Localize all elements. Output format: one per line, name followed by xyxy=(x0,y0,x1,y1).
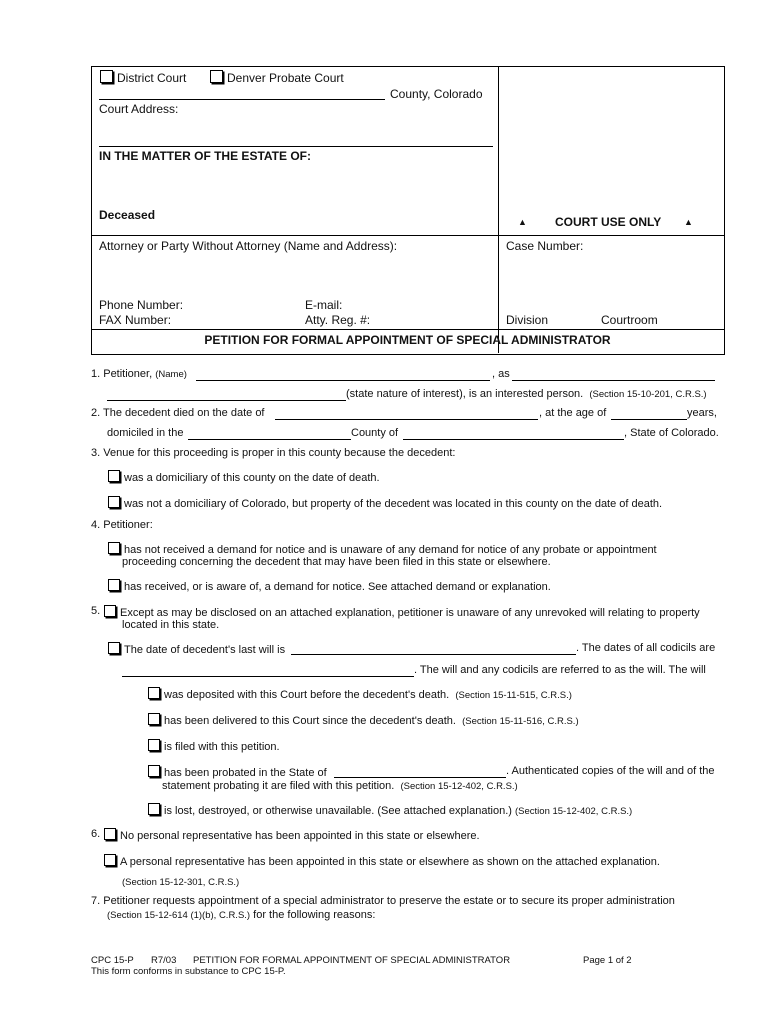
venue-option-property[interactable]: was not a domiciliary of Colorado, but property of the decedent was located in this county on the date of death. xyxy=(108,496,662,510)
county-of-line[interactable] xyxy=(403,439,624,440)
domiciled-line[interactable] xyxy=(188,439,351,440)
court-use-only-triangle-right xyxy=(684,212,693,230)
notice-option-not-received-line2: proceeding concerning the decedent that may have been filed in this state or elsewhere. xyxy=(122,556,551,568)
item-4-label: 4. Petitioner: xyxy=(91,519,153,531)
notice-received-checkbox[interactable] xyxy=(108,579,120,591)
item-1-line2: (state nature of interest), is an interested person. (Section 15-10-201, C.R.S.) xyxy=(346,388,707,400)
item-2-age-label: , at the age of xyxy=(539,407,607,419)
personal-rep-appointed-checkbox[interactable] xyxy=(104,854,116,866)
unaware-of-will-option[interactable]: Except as may be disclosed on an attached explanation, petitioner is unaware of any unrevoked will relating to property xyxy=(104,605,700,619)
probated-state-line[interactable] xyxy=(334,777,506,778)
notice-option-received[interactable]: has received, or is aware of, a demand for notice. See attached demand or explanation. xyxy=(108,579,551,593)
item-3-label: 3. Venue for this proceeding is proper in this county because the decedent: xyxy=(91,447,456,459)
item-1-as: , as xyxy=(492,368,510,380)
division-label: Division xyxy=(506,313,549,327)
caption-box xyxy=(91,66,725,355)
personal-rep-appointed-option[interactable]: A personal representative has been appointed in this state or elsewhere as shown on the attached explanation. xyxy=(104,854,660,868)
atty-reg-label: Atty. Reg. #: xyxy=(305,313,371,327)
item-6-number: 6. xyxy=(91,828,101,840)
will-deposited-checkbox[interactable] xyxy=(148,687,160,699)
item-2-years-label: years, xyxy=(687,407,717,419)
authenticated-copies-label: . Authenticated copies of the will and of the xyxy=(506,765,715,777)
footer-page-number: Page 1 of 2 xyxy=(583,955,632,966)
item-2-date-label: 2. The decedent died on the date of xyxy=(91,407,265,419)
unaware-of-will-checkbox[interactable] xyxy=(104,605,116,617)
will-delivered-checkbox[interactable] xyxy=(148,713,160,725)
last-will-checkbox[interactable] xyxy=(108,642,120,654)
district-court-checkbox[interactable] xyxy=(100,70,113,83)
denver-probate-court-option[interactable]: Denver Probate Court xyxy=(210,70,344,85)
form-title: PETITION FOR FORMAL APPOINTMENT OF SPECIAL ADMINISTRATOR xyxy=(204,333,611,347)
court-use-only-label: COURT USE ONLY xyxy=(555,215,662,229)
attorney-label: Attorney or Party Without Attorney (Name and Address): xyxy=(99,239,398,253)
will-deposited-option[interactable]: was deposited with this Court before the decedent's death. (Section 15-11-515, C.R.S.) xyxy=(148,687,572,701)
footer-title: PETITION FOR FORMAL APPOINTMENT OF SPECIAL ADMINISTRATOR xyxy=(193,955,511,966)
case-number-label: Case Number: xyxy=(506,239,584,253)
caption-divider-attorney xyxy=(91,235,724,236)
item-2-domiciled-label: domiciled in the xyxy=(107,427,184,439)
venue-option-domiciliary[interactable]: was a domiciliary of this county on the date of death. xyxy=(108,470,380,484)
venue-property-checkbox[interactable] xyxy=(108,496,120,508)
caption-divider-title xyxy=(91,329,724,330)
item-6-cite: (Section 15-12-301, C.R.S.) xyxy=(122,877,240,888)
court-address-line[interactable] xyxy=(99,146,493,147)
phone-number-label: Phone Number: xyxy=(99,298,184,312)
court-use-only-area xyxy=(518,212,527,230)
codicils-label: . The dates of all codicils are xyxy=(576,642,716,654)
footer-revision: R7/03 xyxy=(151,955,177,966)
matter-heading: IN THE MATTER OF THE ESTATE OF: xyxy=(99,149,311,163)
triangle-up-icon: ▲ xyxy=(684,217,693,227)
footer-conforms: This form conforms in substance to CPC 15-P. xyxy=(91,966,286,977)
will-lost-option[interactable]: is lost, destroyed, or otherwise unavailable. (See attached explanation.) (Section 15-12-402, C.R.S.) xyxy=(148,803,632,817)
will-probated-checkbox[interactable] xyxy=(148,765,160,777)
date-of-death-line[interactable] xyxy=(275,419,538,420)
nature-of-interest-line[interactable] xyxy=(107,400,346,401)
deceased-label: Deceased xyxy=(99,208,156,222)
caption-divider-vertical xyxy=(498,66,499,353)
district-court-option[interactable]: District Court xyxy=(100,70,186,85)
petitioner-name-line[interactable] xyxy=(196,380,490,381)
petitioner-as-line[interactable] xyxy=(512,380,715,381)
last-will-option[interactable]: The date of decedent's last will is xyxy=(108,642,285,656)
notice-not-received-checkbox[interactable] xyxy=(108,542,120,554)
no-personal-rep-option[interactable]: No personal representative has been appointed in this state or elsewhere. xyxy=(104,828,480,842)
county-colorado-label: County, Colorado xyxy=(390,87,483,101)
footer-form-number: CPC 15-P xyxy=(91,955,134,966)
triangle-up-icon: ▲ xyxy=(518,217,527,227)
item-7-line1: 7. Petitioner requests appointment of a special administrator to preserve the estate or to secure its proper administration xyxy=(91,895,675,907)
item-5-line2: located in this state. xyxy=(122,619,220,631)
will-probated-line2: statement probating it are filed with this petition. (Section 15-12-402, C.R.S.) xyxy=(162,780,518,792)
court-address-label: Court Address: xyxy=(99,102,179,116)
item-2-state-label: , State of Colorado. xyxy=(624,427,719,439)
will-probated-option[interactable]: has been probated in the State of xyxy=(148,765,327,779)
item-7-line2: (Section 15-12-614 (1)(b), C.R.S.) for the following reasons: xyxy=(107,909,376,921)
item-2-county-label: County of xyxy=(351,427,399,439)
email-label: E-mail: xyxy=(305,298,343,312)
will-lost-checkbox[interactable] xyxy=(148,803,160,815)
county-line[interactable] xyxy=(99,99,385,100)
will-filed-option[interactable]: is filed with this petition. xyxy=(148,739,280,753)
no-personal-rep-checkbox[interactable] xyxy=(104,828,116,840)
last-will-date-line[interactable] xyxy=(291,654,576,655)
venue-domiciliary-checkbox[interactable] xyxy=(108,470,120,482)
will-delivered-option[interactable]: has been delivered to this Court since the decedent's death. (Section 15-11-516, C.R.S.) xyxy=(148,713,579,727)
notice-option-not-received[interactable]: has not received a demand for notice and is unaware of any demand for notice of any probate or appointment xyxy=(108,542,657,556)
denver-probate-court-checkbox[interactable] xyxy=(210,70,223,83)
will-referred-label: . The will and any codicils are referred to as the will. The will xyxy=(414,664,706,676)
courtroom-label: Courtroom xyxy=(601,313,658,327)
fax-number-label: FAX Number: xyxy=(99,313,172,327)
will-filed-checkbox[interactable] xyxy=(148,739,160,751)
item-1-prefix: 1. Petitioner, (Name) xyxy=(91,368,187,380)
codicils-date-line[interactable] xyxy=(122,676,414,677)
age-line[interactable] xyxy=(611,419,687,420)
item-5-number: 5. xyxy=(91,605,101,617)
